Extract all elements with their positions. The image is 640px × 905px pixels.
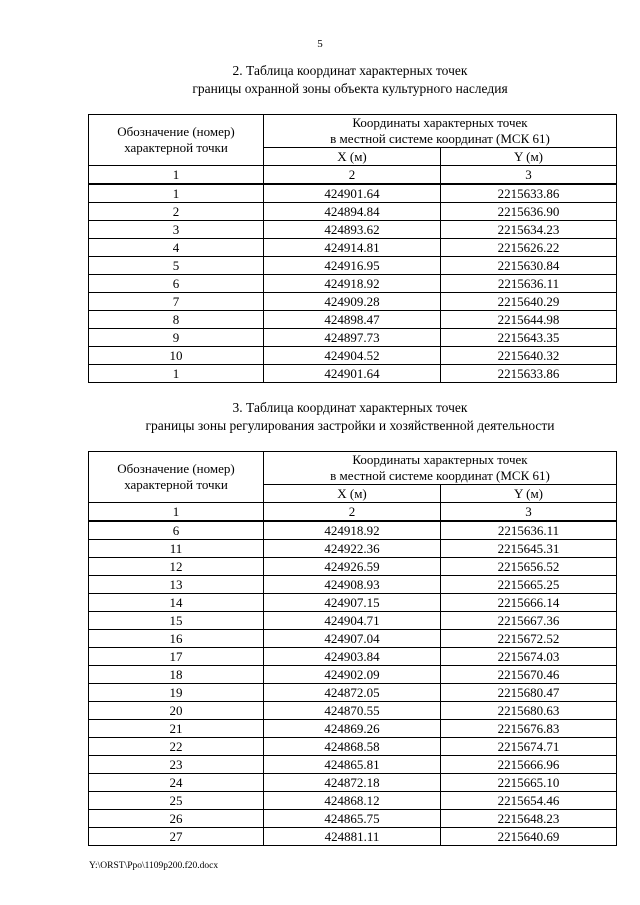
point-number-cell: 25 xyxy=(89,792,264,810)
x-coordinate-cell: 424918.92 xyxy=(264,275,441,293)
x-coordinate-cell: 424869.26 xyxy=(264,720,441,738)
point-number-cell: 1 xyxy=(89,184,264,203)
table-row xyxy=(89,792,617,810)
point-number-cell: 4 xyxy=(89,239,264,257)
table-row xyxy=(89,203,617,221)
x-coordinate-cell: 424865.81 xyxy=(264,756,441,774)
x-coordinate-cell: 424916.95 xyxy=(264,257,441,275)
point-column-header-line2: характерной точки xyxy=(124,140,228,155)
point-number-cell: 21 xyxy=(89,720,264,738)
y-coordinate-cell: 2215672.52 xyxy=(441,630,617,648)
y-coordinate-cell: 2215665.25 xyxy=(441,576,617,594)
x-coordinate-cell: 424904.52 xyxy=(264,347,441,365)
table-row xyxy=(89,257,617,275)
footer-file-path: Y:\ORST\Ppo\1109p200.f20.docx xyxy=(89,861,219,871)
table-row xyxy=(89,774,617,792)
x-coordinate-cell: 424865.75 xyxy=(264,810,441,828)
table2-caption xyxy=(60,62,640,98)
page-number: 5 xyxy=(317,38,323,50)
column-index-2: 2 xyxy=(264,503,441,522)
point-number-cell: 5 xyxy=(89,257,264,275)
x-coordinate-cell: 424904.71 xyxy=(264,612,441,630)
table-row xyxy=(89,221,617,239)
column-index-3: 3 xyxy=(441,166,617,185)
point-number-cell: 19 xyxy=(89,684,264,702)
x-coordinate-cell: 424881.11 xyxy=(264,828,441,846)
column-index-3: 3 xyxy=(441,503,617,522)
x-coordinate-cell: 424918.92 xyxy=(264,521,441,540)
x-coordinate-cell: 424898.47 xyxy=(264,311,441,329)
point-number-cell: 22 xyxy=(89,738,264,756)
table-row xyxy=(89,594,617,612)
point-number-cell: 8 xyxy=(89,311,264,329)
x-coordinate-cell: 424914.81 xyxy=(264,239,441,257)
point-column-header-line2: характерной точки xyxy=(124,477,228,492)
point-column-header-line1: Обозначение (номер) xyxy=(117,461,235,476)
y-coordinate-cell: 2215656.52 xyxy=(441,558,617,576)
table-row xyxy=(89,702,617,720)
table-row xyxy=(89,293,617,311)
table-row xyxy=(89,720,617,738)
point-number-cell: 17 xyxy=(89,648,264,666)
x-coordinate-cell: 424868.58 xyxy=(264,738,441,756)
table-row xyxy=(89,810,617,828)
coords-column-header xyxy=(264,115,617,148)
coords-header-line1: Координаты характерных точек xyxy=(352,452,528,467)
table-row xyxy=(89,756,617,774)
point-number-cell: 11 xyxy=(89,540,264,558)
y-column-header: Y (м) xyxy=(441,485,617,503)
point-number-cell: 2 xyxy=(89,203,264,221)
x-coordinate-cell: 424872.05 xyxy=(264,684,441,702)
table3-caption-line1: 3. Таблица координат характерных точек xyxy=(232,400,468,415)
point-column-header-line1: Обозначение (номер) xyxy=(117,124,235,139)
column-index-1: 1 xyxy=(89,503,264,522)
coords-header-line1: Координаты характерных точек xyxy=(352,115,528,130)
y-coordinate-cell: 2215644.98 xyxy=(441,311,617,329)
y-coordinate-cell: 2215634.23 xyxy=(441,221,617,239)
table-row xyxy=(89,365,617,383)
table-row xyxy=(89,558,617,576)
point-column-header xyxy=(89,115,264,166)
table-row xyxy=(89,576,617,594)
table-row xyxy=(89,521,617,540)
table2-caption-line1: 2. Таблица координат характерных точек xyxy=(232,63,468,78)
y-coordinate-cell: 2215666.96 xyxy=(441,756,617,774)
x-coordinate-cell: 424893.62 xyxy=(264,221,441,239)
table-row xyxy=(89,239,617,257)
point-column-header xyxy=(89,452,264,503)
point-number-cell: 9 xyxy=(89,329,264,347)
x-coordinate-cell: 424907.04 xyxy=(264,630,441,648)
y-coordinate-cell: 2215674.03 xyxy=(441,648,617,666)
table-row xyxy=(89,540,617,558)
table-row xyxy=(89,648,617,666)
y-coordinate-cell: 2215640.69 xyxy=(441,828,617,846)
x-coordinate-cell: 424907.15 xyxy=(264,594,441,612)
coords-column-header xyxy=(264,452,617,485)
x-coordinate-cell: 424909.28 xyxy=(264,293,441,311)
y-coordinate-cell: 2215636.90 xyxy=(441,203,617,221)
x-coordinate-cell: 424872.18 xyxy=(264,774,441,792)
y-coordinate-cell: 2215666.14 xyxy=(441,594,617,612)
column-index-2: 2 xyxy=(264,166,441,185)
point-number-cell: 12 xyxy=(89,558,264,576)
x-coordinate-cell: 424903.84 xyxy=(264,648,441,666)
point-number-cell: 6 xyxy=(89,521,264,540)
x-column-header: X (м) xyxy=(264,485,441,503)
x-coordinate-cell: 424870.55 xyxy=(264,702,441,720)
y-coordinate-cell: 2215645.31 xyxy=(441,540,617,558)
y-coordinate-cell: 2215654.46 xyxy=(441,792,617,810)
point-number-cell: 3 xyxy=(89,221,264,239)
x-column-header: X (м) xyxy=(264,148,441,166)
point-number-cell: 1 xyxy=(89,365,264,383)
coords-header-line2: в местной системе координат (МСК 61) xyxy=(330,468,550,483)
x-coordinate-cell: 424902.09 xyxy=(264,666,441,684)
table-row xyxy=(89,329,617,347)
table2-coordinates xyxy=(88,114,617,383)
table-row xyxy=(89,630,617,648)
coords-header-line2: в местной системе координат (МСК 61) xyxy=(330,131,550,146)
point-number-cell: 6 xyxy=(89,275,264,293)
x-coordinate-cell: 424894.84 xyxy=(264,203,441,221)
point-number-cell: 20 xyxy=(89,702,264,720)
x-coordinate-cell: 424901.64 xyxy=(264,365,441,383)
table-row xyxy=(89,666,617,684)
point-number-cell: 27 xyxy=(89,828,264,846)
y-coordinate-cell: 2215674.71 xyxy=(441,738,617,756)
table3-caption xyxy=(60,399,640,435)
x-coordinate-cell: 424868.12 xyxy=(264,792,441,810)
point-number-cell: 13 xyxy=(89,576,264,594)
y-coordinate-cell: 2215680.47 xyxy=(441,684,617,702)
table3-caption-line2: границы зоны регулирования застройки и хозяйственной деятельности xyxy=(145,418,555,433)
table-row xyxy=(89,828,617,846)
y-coordinate-cell: 2215636.11 xyxy=(441,275,617,293)
point-number-cell: 24 xyxy=(89,774,264,792)
point-number-cell: 16 xyxy=(89,630,264,648)
point-number-cell: 7 xyxy=(89,293,264,311)
y-coordinate-cell: 2215665.10 xyxy=(441,774,617,792)
y-coordinate-cell: 2215630.84 xyxy=(441,257,617,275)
y-coordinate-cell: 2215648.23 xyxy=(441,810,617,828)
table-row xyxy=(89,738,617,756)
y-coordinate-cell: 2215643.35 xyxy=(441,329,617,347)
point-number-cell: 10 xyxy=(89,347,264,365)
point-number-cell: 14 xyxy=(89,594,264,612)
y-coordinate-cell: 2215640.32 xyxy=(441,347,617,365)
x-coordinate-cell: 424926.59 xyxy=(264,558,441,576)
x-coordinate-cell: 424901.64 xyxy=(264,184,441,203)
y-coordinate-cell: 2215680.63 xyxy=(441,702,617,720)
x-coordinate-cell: 424897.73 xyxy=(264,329,441,347)
column-index-1: 1 xyxy=(89,166,264,185)
table-row xyxy=(89,311,617,329)
x-coordinate-cell: 424922.36 xyxy=(264,540,441,558)
table-row xyxy=(89,612,617,630)
table-row xyxy=(89,347,617,365)
y-coordinate-cell: 2215633.86 xyxy=(441,365,617,383)
table3-coordinates xyxy=(88,451,617,846)
point-number-cell: 23 xyxy=(89,756,264,774)
table-row xyxy=(89,184,617,203)
y-coordinate-cell: 2215676.83 xyxy=(441,720,617,738)
y-coordinate-cell: 2215636.11 xyxy=(441,521,617,540)
table-row xyxy=(89,684,617,702)
y-coordinate-cell: 2215633.86 xyxy=(441,184,617,203)
point-number-cell: 15 xyxy=(89,612,264,630)
y-column-header: Y (м) xyxy=(441,148,617,166)
point-number-cell: 26 xyxy=(89,810,264,828)
table2-caption-line2: границы охранной зоны объекта культурного наследия xyxy=(192,81,508,96)
x-coordinate-cell: 424908.93 xyxy=(264,576,441,594)
table-row xyxy=(89,275,617,293)
y-coordinate-cell: 2215626.22 xyxy=(441,239,617,257)
point-number-cell: 18 xyxy=(89,666,264,684)
y-coordinate-cell: 2215640.29 xyxy=(441,293,617,311)
y-coordinate-cell: 2215670.46 xyxy=(441,666,617,684)
y-coordinate-cell: 2215667.36 xyxy=(441,612,617,630)
